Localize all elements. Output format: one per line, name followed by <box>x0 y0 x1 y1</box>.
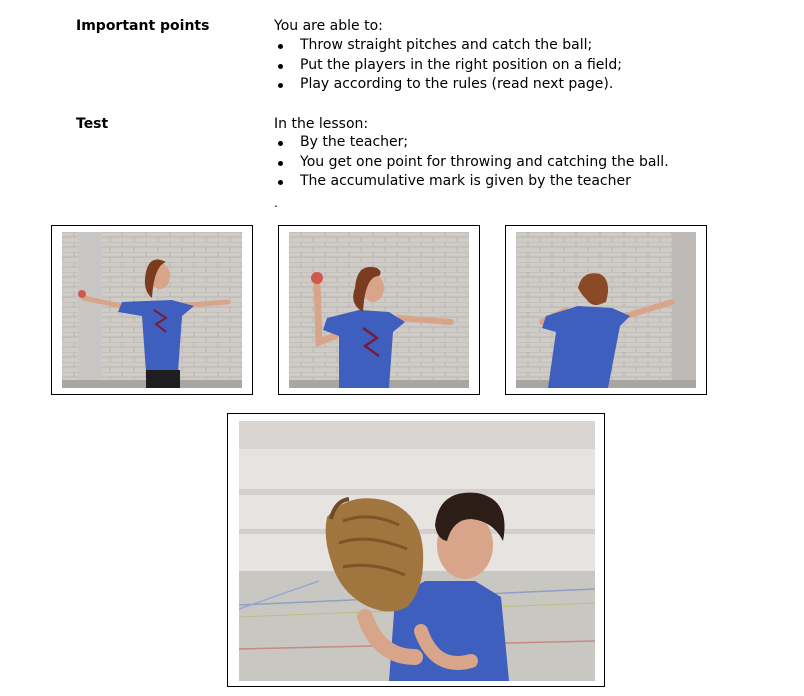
photo-catching-ball <box>239 421 595 681</box>
photo-frame-1 <box>51 225 253 395</box>
list-item: By the teacher; <box>274 133 669 153</box>
label-test: Test <box>76 116 109 132</box>
photo-throw-stance-1 <box>62 232 242 388</box>
list-item: Put the players in the right position on a field; <box>274 56 622 76</box>
photo-frame-3 <box>505 225 707 395</box>
trailing-period: . <box>274 196 278 210</box>
list-item: You get one point for throwing and catching the ball. <box>274 153 669 173</box>
intro-in-the-lesson: In the lesson: <box>274 116 369 132</box>
list-item: The accumulative mark is given by the teacher <box>274 172 669 192</box>
list-item: Throw straight pitches and catch the ball; <box>274 36 622 56</box>
intro-able-to: You are able to: <box>274 18 383 34</box>
test-list <box>274 133 669 192</box>
photo-frame-4 <box>227 413 605 687</box>
photo-frame-2 <box>278 225 480 395</box>
important-points-list <box>274 36 622 95</box>
photo-throw-stance-3 <box>516 232 696 388</box>
label-important-points: Important points <box>76 18 210 34</box>
list-item: Play according to the rules (read next page). <box>274 75 622 95</box>
photo-throw-stance-2 <box>289 232 469 388</box>
